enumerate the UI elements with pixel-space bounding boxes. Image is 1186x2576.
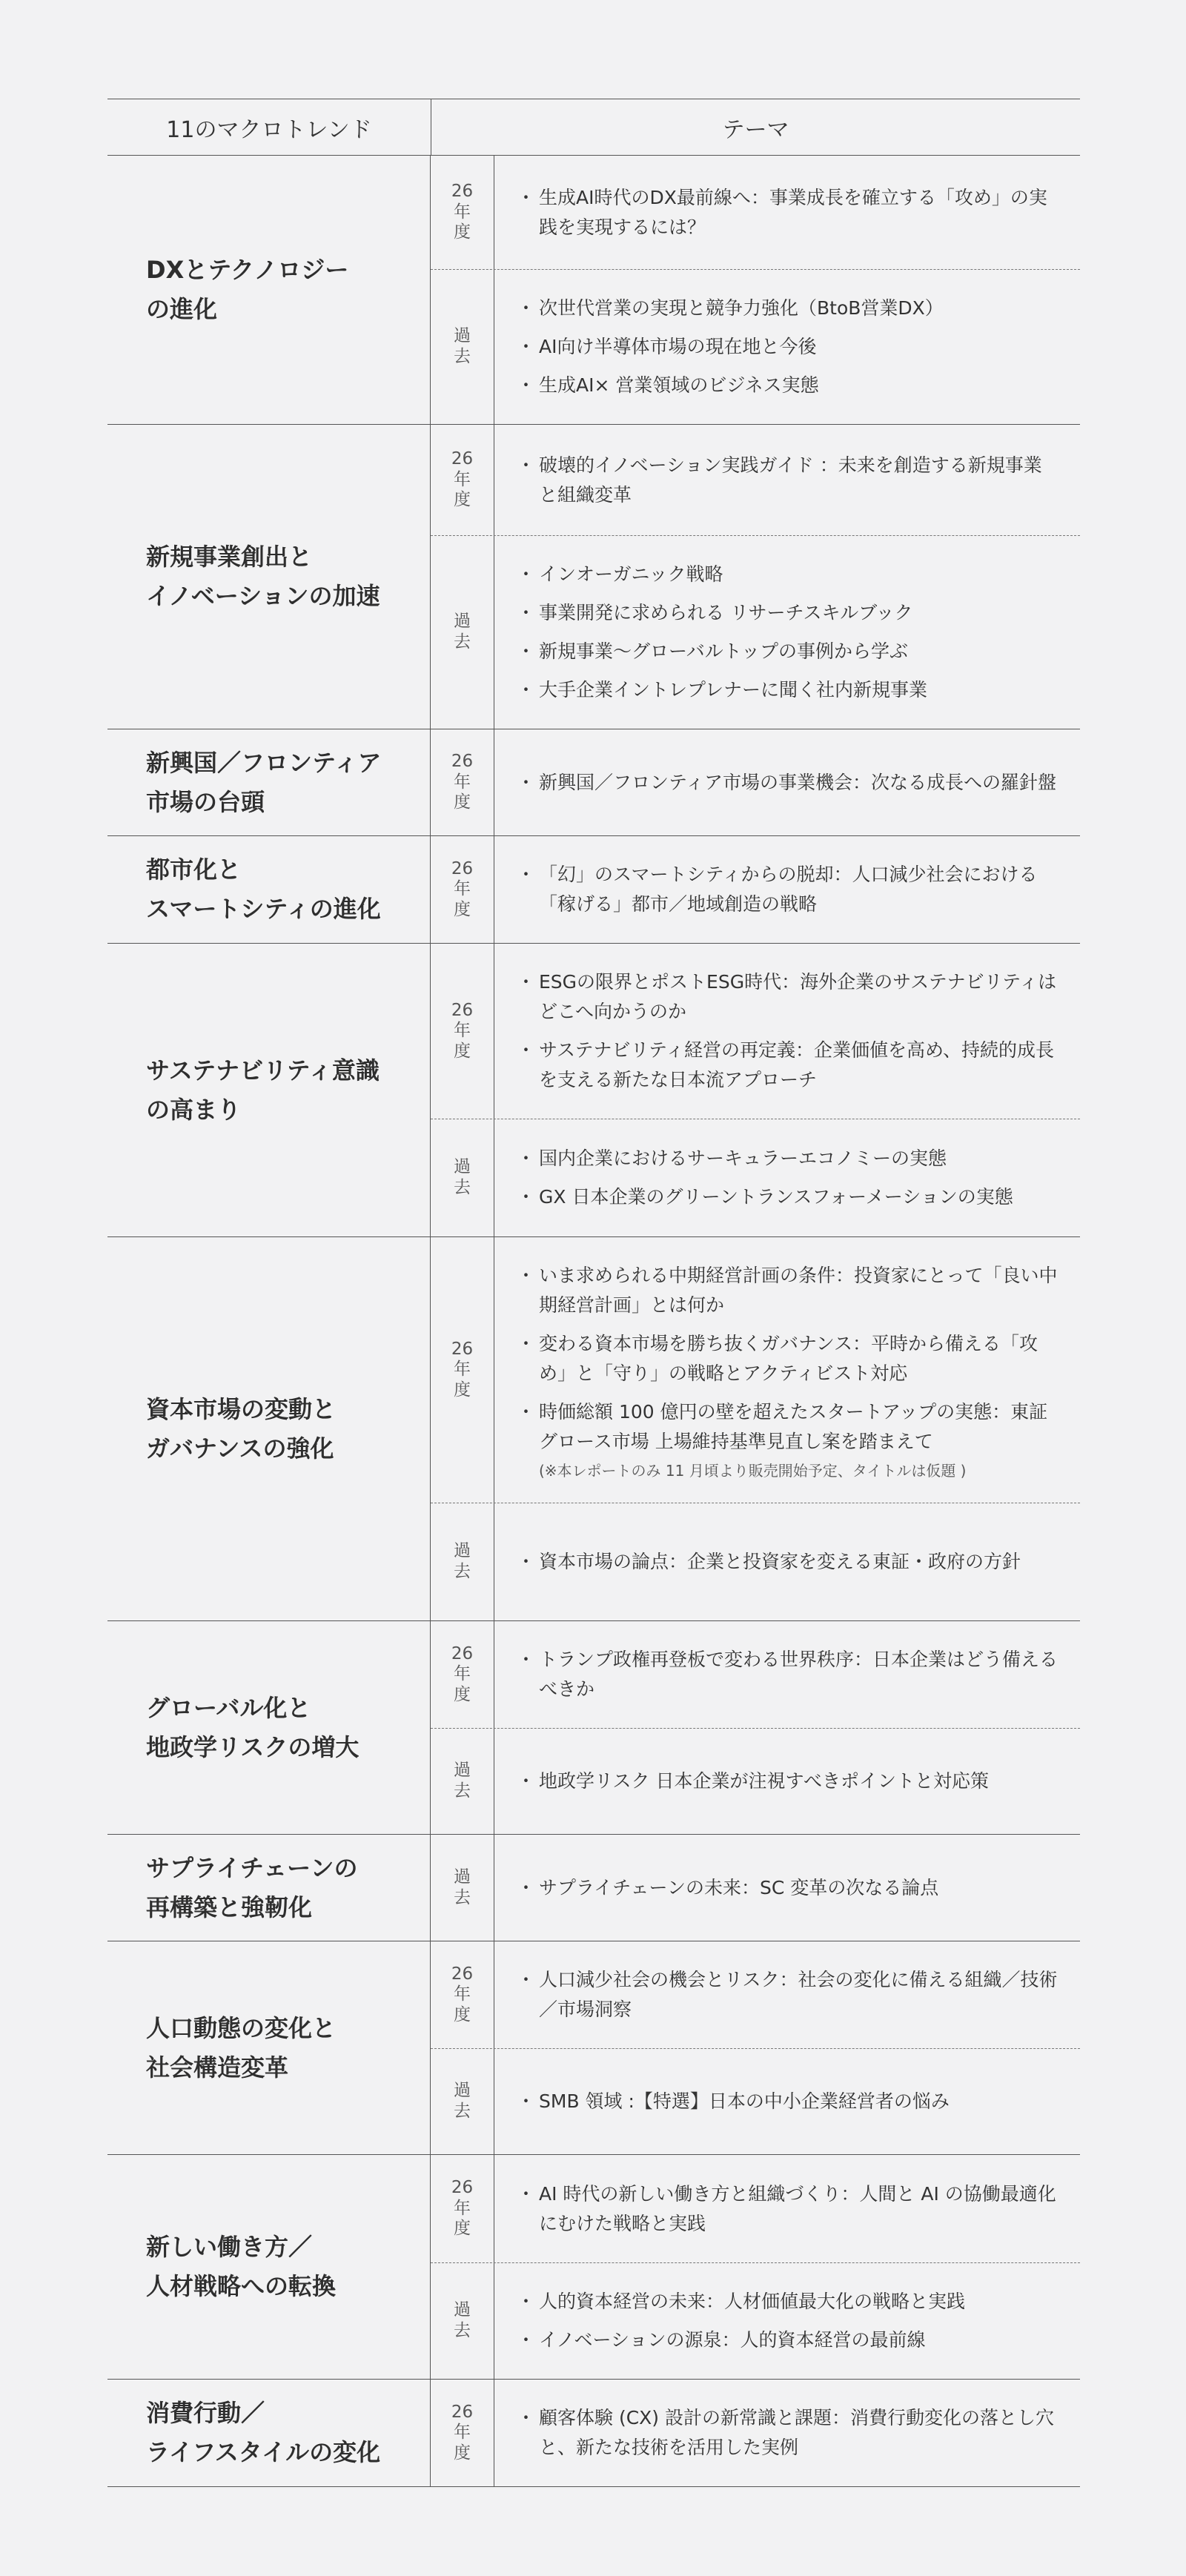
current-year-group	[431, 156, 1080, 269]
past-label: 過 去	[431, 270, 494, 424]
theme-list	[494, 1835, 1080, 1941]
theme-item: ・ 事業開発に求められる リサーチスキルブック	[523, 598, 1058, 628]
theme-list	[494, 425, 1080, 535]
fiscal-year-26-label: 26 年 度	[431, 2155, 494, 2262]
current-year-group	[431, 1621, 1080, 1728]
theme-list	[494, 729, 1080, 835]
past-label: 過 去	[431, 1835, 494, 1941]
theme-list	[494, 2049, 1080, 2154]
macro-trend-name: 消費行動／ ライフスタイルの変化	[107, 2380, 431, 2486]
theme-groups	[431, 729, 1080, 835]
theme-item: ・ 新規事業～グローバルトップの事例から学ぶ	[523, 637, 1058, 666]
macro-trend-name: 新規事業創出と イノベーションの加速	[107, 425, 431, 729]
theme-list	[494, 1621, 1080, 1728]
macro-trend-name: サステナビリティ意識 の高まり	[107, 944, 431, 1236]
table-row	[107, 1620, 1080, 1834]
current-year-group	[431, 944, 1080, 1119]
header-theme: テーマ	[722, 116, 789, 143]
theme-list	[494, 1503, 1080, 1620]
theme-groups	[431, 1237, 1080, 1620]
theme-item: ・ 時価総額 100 億円の壁を超えたスタートアップの実態：東証グロース市場 上場維持基準見直し案を踏まえて	[523, 1397, 1058, 1457]
theme-list	[494, 1941, 1080, 2048]
theme-list	[494, 1729, 1080, 1834]
theme-item: ・ GX 日本企業のグリーントランスフォーメーションの実態	[523, 1182, 1058, 1212]
table-row	[107, 729, 1080, 835]
theme-list	[494, 156, 1080, 269]
theme-item: ・ SMB 領域 :【特選】日本の中小企業経営者の悩み	[523, 2087, 1058, 2116]
theme-item: ・ 資本市場の論点：企業と投資家を変える東証・政府の方針	[523, 1547, 1058, 1577]
theme-note: (※本レポートのみ 11 月頃より販売開始予定、タイトルは仮題 )	[539, 1462, 967, 1480]
fiscal-year-26-label: 26 年 度	[431, 156, 494, 269]
theme-list	[494, 1119, 1080, 1236]
theme-list	[494, 2155, 1080, 2262]
theme-item: ・ 変わる資本市場を勝ち抜くガバナンス：平時から備える「攻め」と「守り」の戦略とアクティビスト対応	[523, 1329, 1058, 1388]
past-group	[431, 1835, 1080, 1941]
theme-groups	[431, 156, 1080, 424]
theme-item: ・ 国内企業におけるサーキュラーエコノミーの実態	[523, 1144, 1058, 1173]
fiscal-year-26-label: 26 年 度	[431, 2380, 494, 2486]
theme-groups	[431, 1835, 1080, 1941]
current-year-group	[431, 1237, 1080, 1503]
current-year-group	[431, 729, 1080, 835]
current-year-group	[431, 2380, 1080, 2486]
past-group	[431, 1119, 1080, 1236]
theme-item: ・ 地政学リスク 日本企業が注視すべきポイントと対応策	[523, 1767, 1058, 1796]
past-group	[431, 1728, 1080, 1834]
macro-trend-name: 都市化と スマートシティの進化	[107, 836, 431, 943]
macro-trend-name: 新しい働き方／ 人材戦略への転換	[107, 2155, 431, 2379]
macro-trend-name: 新興国／フロンティア 市場の台頭	[107, 729, 431, 835]
past-label: 過 去	[431, 2263, 494, 2379]
current-year-group	[431, 2155, 1080, 2262]
macro-trend-name: 人口動態の変化と 社会構造変革	[107, 1941, 431, 2154]
table-row	[107, 1236, 1080, 1620]
fiscal-year-26-label: 26 年 度	[431, 1237, 494, 1503]
table-row	[107, 1941, 1080, 2154]
current-year-group	[431, 836, 1080, 943]
table-row	[107, 156, 1080, 424]
theme-item: ・ 「幻」のスマートシティからの脱却：人口減少社会における「稼げる」都市／地域創造の戦略	[523, 860, 1058, 919]
theme-item: ・ AI 時代の新しい働き方と組織づくり：人間と AI の協働最適化にむけた戦略と実践	[523, 2179, 1058, 2239]
theme-item: ・ 生成AI× 営業領域のビジネス実態	[523, 371, 1058, 400]
table-body	[107, 156, 1080, 2486]
theme-item: ・ AI向け半導体市場の現在地と今後	[523, 332, 1058, 362]
table-row	[107, 2154, 1080, 2379]
table-row	[107, 2379, 1080, 2486]
fiscal-year-26-label: 26 年 度	[431, 425, 494, 535]
theme-item: ・ サステナビリティ経営の再定義：企業価値を高め、持続的成長を支える新たな日本流アプローチ	[523, 1036, 1058, 1095]
theme-item: ・ トランプ政権再登板で変わる世界秩序：日本企業はどう備えるべきか	[523, 1645, 1058, 1704]
theme-list	[494, 1237, 1080, 1503]
theme-groups	[431, 1941, 1080, 2154]
theme-list	[494, 836, 1080, 943]
theme-item: ・ イノベーションの源泉：人的資本経営の最前線	[523, 2325, 1058, 2355]
theme-item: ・ インオーガニック戦略	[523, 560, 1058, 589]
theme-groups	[431, 2155, 1080, 2379]
table-header	[107, 99, 1080, 156]
fiscal-year-26-label: 26 年 度	[431, 1941, 494, 2048]
past-label: 過 去	[431, 1503, 494, 1620]
macro-trend-name: DXとテクノロジー の進化	[107, 156, 431, 424]
theme-list	[494, 270, 1080, 424]
theme-item: ・ 人口減少社会の機会とリスク：社会の変化に備える組織／技術／市場洞察	[523, 1965, 1058, 2024]
theme-list	[494, 944, 1080, 1119]
past-label: 過 去	[431, 1729, 494, 1834]
past-label: 過 去	[431, 2049, 494, 2154]
theme-item: ・ 生成AI時代のDX最前線へ：事業成長を確立する「攻め」の実践を実現するには？	[523, 183, 1058, 242]
theme-item: ・ 顧客体験 (CX) 設計の新常識と課題：消費行動変化の落とし穴と、新たな技術を活用した実例	[523, 2403, 1058, 2463]
theme-item: ・ サプライチェーンの未来：SC 変革の次なる論点	[523, 1873, 1058, 1903]
past-group	[431, 269, 1080, 424]
theme-item: ・ 破壊的イノベーション実践ガイド ：未来を創造する新規事業と組織変革	[523, 451, 1058, 510]
theme-item: ・ 人的資本経営の未来：人材価値最大化の戦略と実践	[523, 2287, 1058, 2317]
table-row	[107, 424, 1080, 729]
theme-groups	[431, 836, 1080, 943]
fiscal-year-26-label: 26 年 度	[431, 836, 494, 943]
trend-theme-table	[107, 99, 1080, 2487]
theme-list	[494, 2380, 1080, 2486]
past-group	[431, 2048, 1080, 2154]
theme-groups	[431, 1621, 1080, 1834]
table-row	[107, 835, 1080, 943]
current-year-group	[431, 425, 1080, 535]
theme-groups	[431, 2380, 1080, 2486]
header-macro-trends: 11のマクロトレンド	[107, 99, 431, 155]
theme-item: ・ いま求められる中期経営計画の条件：投資家にとって「良い中期経営計画」とは何か	[523, 1261, 1058, 1320]
macro-trend-name: サプライチェーンの 再構築と強靭化	[107, 1835, 431, 1941]
theme-list	[494, 536, 1080, 729]
fiscal-year-26-label: 26 年 度	[431, 1621, 494, 1728]
theme-groups	[431, 944, 1080, 1236]
past-label: 過 去	[431, 1119, 494, 1236]
table-row	[107, 943, 1080, 1236]
theme-list	[494, 2263, 1080, 2379]
past-group	[431, 535, 1080, 729]
table-row	[107, 1834, 1080, 1941]
theme-item: ・ ESGの限界とポストESG時代：海外企業のサステナビリティはどこへ向かうのか	[523, 967, 1058, 1027]
macro-trend-name: グローバル化と 地政学リスクの増大	[107, 1621, 431, 1834]
current-year-group	[431, 1941, 1080, 2048]
macro-trend-name: 資本市場の変動と ガバナンスの強化	[107, 1237, 431, 1620]
fiscal-year-26-label: 26 年 度	[431, 944, 494, 1119]
theme-item: ・ 新興国／フロンティア市場の事業機会：次なる成長への羅針盤	[523, 768, 1058, 798]
fiscal-year-26-label: 26 年 度	[431, 729, 494, 835]
past-label: 過 去	[431, 536, 494, 729]
theme-item: ・ 大手企業イントレプレナーに聞く社内新規事業	[523, 675, 1058, 705]
theme-groups	[431, 425, 1080, 729]
past-group	[431, 2262, 1080, 2379]
past-group	[431, 1503, 1080, 1620]
theme-item: ・ 次世代営業の実現と競争力強化（BtoB営業DX）	[523, 294, 1058, 323]
